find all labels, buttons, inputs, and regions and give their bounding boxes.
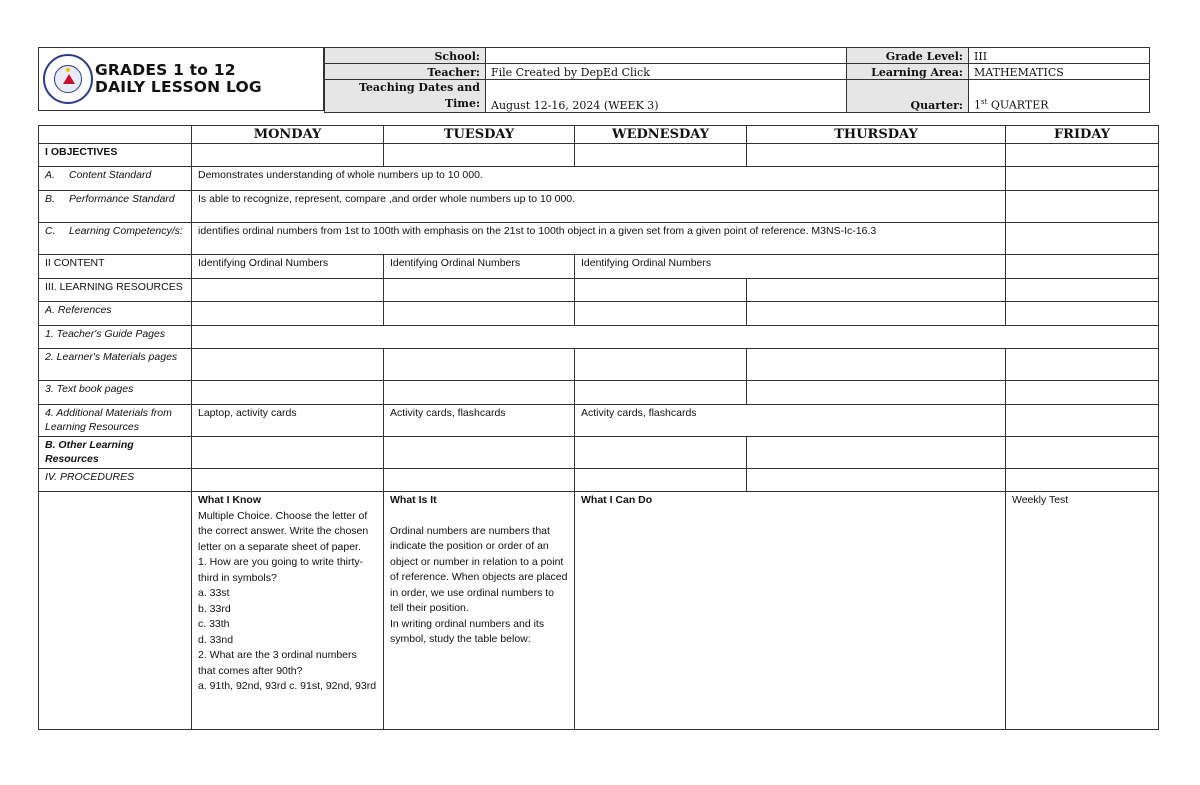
mon-line: 1. How are you going to write thirty-third in symbols?	[198, 556, 364, 584]
table-row	[39, 381, 1159, 405]
content-label: II CONTENT	[39, 255, 192, 279]
procedure-wednesday	[575, 492, 1006, 730]
grade-value: III	[969, 48, 1150, 64]
learning-resources-label: III. LEARNING RESOURCES	[39, 279, 192, 302]
logo-cell	[38, 47, 324, 111]
table-row	[39, 469, 1159, 492]
day-thursday: THURSDAY	[747, 126, 1006, 144]
table-row	[39, 144, 1159, 167]
quarter-label: Quarter:	[847, 80, 969, 113]
table-row	[39, 349, 1159, 381]
school-label: School:	[325, 48, 486, 64]
day-tuesday: TUESDAY	[384, 126, 575, 144]
learning-competency-value: identifies ordinal numbers from 1st to 100th with emphasis on the 21st to 100th object in a given set from a given point of reference. M3NS-Ic-16.3	[192, 223, 1006, 255]
deped-seal-icon	[43, 54, 93, 104]
lesson-log-table	[38, 125, 1159, 730]
learners-materials-label: 2. Learner's Materials pages	[39, 349, 192, 381]
procedure-tuesday	[384, 492, 575, 730]
table-row	[39, 223, 1159, 255]
day-monday: MONDAY	[192, 126, 384, 144]
quarter-value	[969, 80, 1150, 113]
what-i-know-heading: What I Know	[198, 494, 261, 506]
textbook-pages-label: 3. Text book pages	[39, 381, 192, 405]
mon-line: 2. What are the 3 ordinal numbers that comes after 90th?	[198, 649, 357, 677]
mon-line: d. 33nd	[198, 633, 234, 646]
content-wednesday: Identifying Ordinal Numbers	[575, 255, 1006, 279]
quarter-number: 1	[974, 99, 981, 112]
title-line-1: GRADES 1 to 12	[95, 61, 236, 79]
mon-line: a. 91th, 92nd, 93rd c. 91st, 92nd, 93rd	[198, 680, 377, 692]
mon-line: c. 33th	[198, 618, 230, 630]
content-standard-value: Demonstrates understanding of whole numbers up to 10 000.	[192, 167, 1006, 191]
table-row	[39, 302, 1159, 326]
quarter-ordinal-suffix: st	[981, 98, 988, 107]
corner-cell	[39, 126, 192, 144]
tue-line: Ordinal numbers are numbers that indicate the position or order of an object or number in relation to a point of reference. When objects are placed in order, we use ordinal numbers to tell their position.	[390, 524, 568, 614]
content-tuesday: Identifying Ordinal Numbers	[384, 255, 575, 279]
performance-standard-value: Is able to recognize, represent, compare ,and order whole numbers up to 10 000.	[192, 191, 1006, 223]
procedure-monday	[192, 492, 384, 730]
table-row	[39, 279, 1159, 302]
days-header-row	[39, 126, 1159, 144]
table-row	[39, 437, 1159, 469]
dates-label-line-1: Teaching Dates and	[358, 81, 480, 94]
mon-line: a. 33st	[198, 587, 230, 599]
other-resources-label: B. Other Learning Resources	[39, 437, 192, 469]
references-label: A. References	[39, 302, 192, 326]
table-row	[39, 492, 1159, 730]
quarter-word: QUARTER	[987, 99, 1049, 112]
performance-standard-label: B. Performance Standard	[39, 191, 192, 223]
table-row	[39, 167, 1159, 191]
teacher-label: Teacher:	[325, 64, 486, 80]
area-value: MATHEMATICS	[969, 64, 1150, 80]
school-value	[486, 48, 847, 64]
additional-tuesday: Activity cards, flashcards	[384, 405, 575, 437]
table-row	[39, 405, 1159, 437]
day-wednesday: WEDNESDAY	[575, 126, 747, 144]
dll-header	[38, 47, 1157, 111]
header-info-table	[324, 47, 1150, 113]
teacher-value: File Created by DepEd Click	[486, 64, 847, 80]
dates-label	[325, 80, 486, 113]
tue-line: In writing ordinal numbers and its symbol, study the table below:	[390, 617, 545, 645]
mon-line: b. 33rd	[198, 602, 231, 615]
what-i-can-do-heading: What I Can Do	[581, 494, 653, 506]
dates-value: August 12-16, 2024 (WEEK 3)	[486, 80, 847, 113]
what-is-it-heading: What Is It	[390, 494, 437, 506]
table-row	[39, 255, 1159, 279]
procedures-label: IV. PROCEDURES	[39, 469, 192, 492]
learning-competency-label: C. Learning Competency/s:	[39, 223, 192, 255]
teachers-guide-label: 1. Teacher's Guide Pages	[39, 326, 192, 349]
additional-wednesday: Activity cards, flashcards	[575, 405, 1006, 437]
procedure-friday: Weekly Test	[1006, 492, 1159, 730]
content-monday: Identifying Ordinal Numbers	[192, 255, 384, 279]
additional-materials-label: 4. Additional Materials from Learning Resources	[39, 405, 192, 437]
day-friday: FRIDAY	[1006, 126, 1159, 144]
grade-label: Grade Level:	[847, 48, 969, 64]
additional-monday: Laptop, activity cards	[192, 405, 384, 437]
table-row	[39, 326, 1159, 349]
content-standard-label: A. Content Standard	[39, 167, 192, 191]
dates-label-line-2: Time:	[444, 97, 480, 110]
objectives-label: I OBJECTIVES	[39, 144, 192, 167]
table-row	[39, 191, 1159, 223]
area-label: Learning Area:	[847, 64, 969, 80]
document-title	[95, 62, 262, 96]
title-line-2: DAILY LESSON LOG	[95, 78, 262, 96]
mon-line: Multiple Choice. Choose the letter of the correct answer. Write the chosen letter on a separate sheet of paper.	[198, 509, 369, 553]
